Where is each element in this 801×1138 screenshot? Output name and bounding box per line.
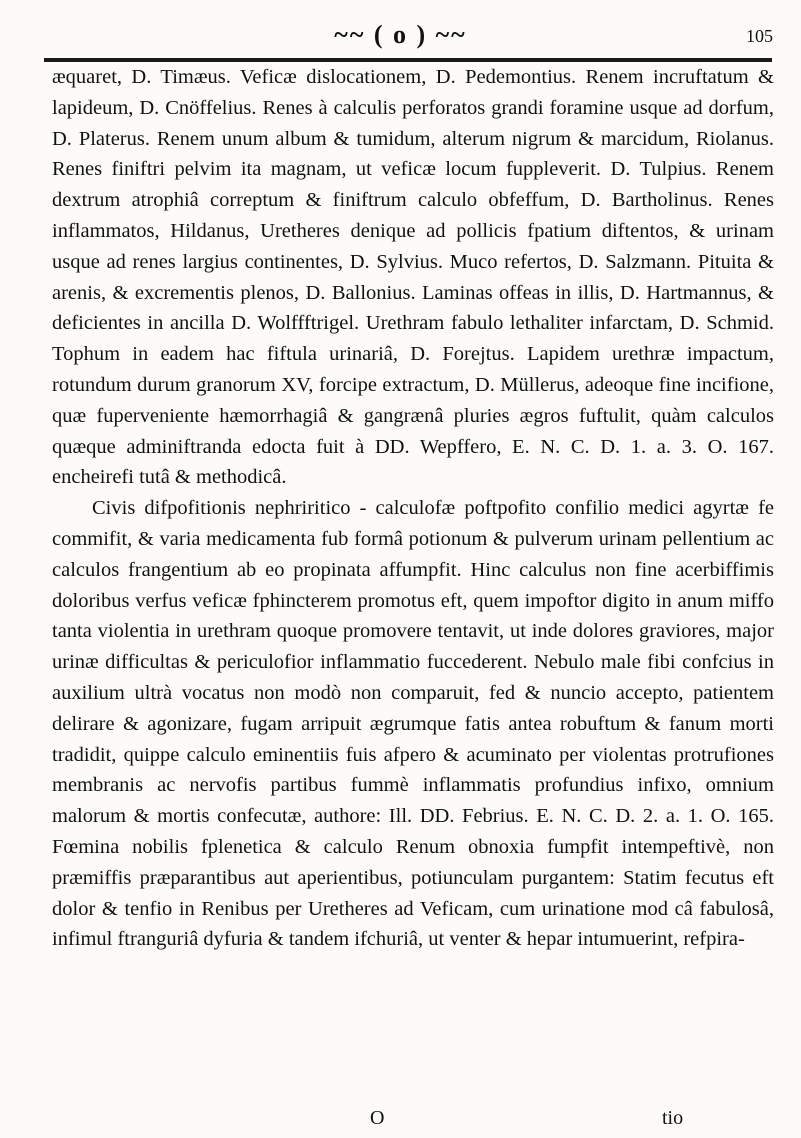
paragraph-2: Civis difpofitionis nephriritico - calculofæ poftpofito confilio medici agyrtæ fe commifit, & varia medicamenta fub formâ potionum & pulverum urinam pellentium ac calculos frangentium ab eo propinata affumpfit. Hinc calculus non fine acerbiffimis doloribus verfus veficæ fphincterem promotus eft, quem impoftor digito in anum miffo tanta violentia in urethram quoque promovere tentavit, ut inde dolores graviores, major urinæ difficultas & periculofior inflammatio fuccederent. Nebulo male fibi confcius in auxilium ultrà vocatus non modò non comparuit, fed & nuncio accepto, patientem delirare & agonizare, fugam arripuit ægrumque fatis antea robuftum & fanum morti tradidit, quippe calculo eminentiis fuis afpero & acuminato per violentas protrufiones membranis ac nervofis partibus fummè inflammatis profundius infixo, omnium malorum & mortis confecutæ, authore: Ill. DD. Febrius. E. N. C. D. 2. a. 1. O. 165. Fœmina nobilis fplenetica & calculo Renum obnoxia fumpfit intempeftivè, non præmiffis præparantibus aut aperientibus, potiunculam purgantem: Statim fecutus eft dolor & tenfio in Renibus per Uretheres ad Veficam, cum urinatione mod câ fabulosâ, infimul ftranguriâ dyfuria & tandem ifchuriâ, ut venter & hepar intumuerint, refpira- [52, 497, 774, 951]
header-ornament: ~~ ( o ) ~~ [334, 20, 467, 49]
signature-mark: O [370, 1107, 385, 1129]
page-number: 105 [746, 26, 773, 46]
main-text [52, 62, 774, 955]
paragraph-1: æquaret, D. Timæus. Veficæ dislocationem, D. Pedemontius. Renem incruftatum & lapideum, D. Cnöffelius. Renes à calculis perforatos grandi foramine usque ad dorfum, D. Platerus. Renem unum album & tumidum, alterum nigrum & marcidum, Riolanus. Renes finiftri pelvim ita magnam, ut veficæ locum fuppleverit. D. Tulpius. Renem dextrum atrophiâ correptum & finiftrum calculo obfeffum, D. Bartholinus. Renes inflammatos, Hildanus, Uretheres denique ad pollicis fpatium diftentos, & urinam usque ad renes largius continentes, D. Sylvius. Muco refertos, D. Salzmann. Pituita & arenis, & excrementis plenos, D. Ballonius. Laminas offeas in illis, D. Hartmannus, & deficientes in ancilla D. Wolffftrigel. Urethram fabulo lethaliter infarctam, D. Schmid. Tophum in eadem hac fiftula urinariâ, D. Forejtus. Lapidem urethræ impactum, rotundum durum granorum XV, forcipe extractum, D. Müllerus, adeoque fine incifione, quæ fuperveniente hæmorrhagiâ & gangrænâ pluries ægros fuftulit, quàm calculos quæque adminiftranda edocta fuit à DD. Wepffero, E. N. C. D. 1. a. 3. O. 167. encheirefi tutâ & methodicâ. [52, 66, 774, 489]
catchword: tio [662, 1107, 684, 1129]
page-header [0, 14, 801, 54]
page-footer [52, 1107, 774, 1135]
